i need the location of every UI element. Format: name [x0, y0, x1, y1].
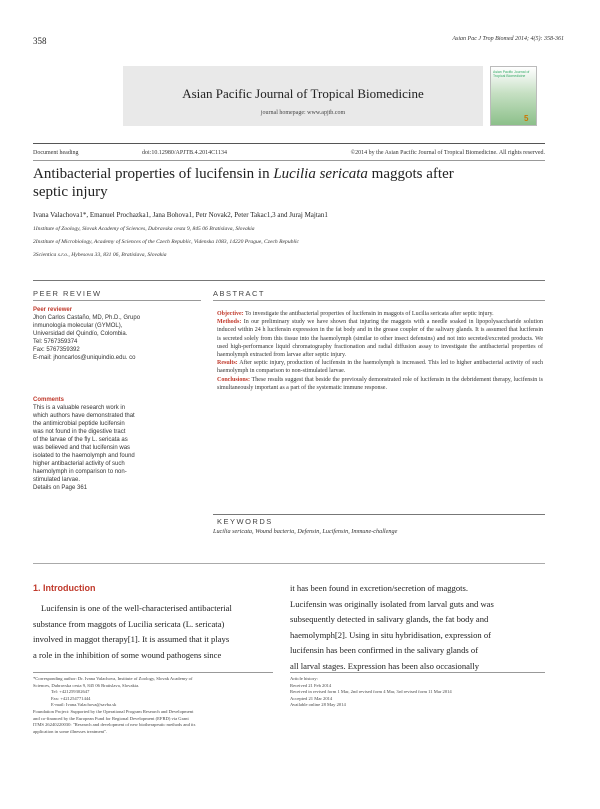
peer-review-rule	[33, 300, 201, 301]
footnote-line: Fax: +421254771444	[51, 695, 91, 701]
comment-line: the antimicrobial peptide lucifensin	[33, 421, 125, 427]
comment-line: which authors have demonstrated that	[33, 413, 135, 419]
results-label: Results:	[217, 360, 238, 367]
corresponding-author-footnote	[33, 676, 273, 735]
affiliation-3: 3Scientica s.r.o., Hybesova 33, 831 06, Bratislava, Slovakia	[33, 252, 167, 258]
abstract-body	[217, 310, 543, 392]
journal-title: Asian Pacific Journal of Tropical Biomedicine	[182, 86, 424, 101]
authors: Ivana Valachova1*, Emanuel Prochazka1, Jana Bohova1, Petr Novak2, Peter Takac1,3 and Juraj Majtan1	[33, 211, 328, 219]
keywords-heading: KEYWORDS	[217, 517, 273, 526]
comment-line: was not found in the digestive tract	[33, 429, 126, 435]
affiliation-2: 2Institute of Microbiology, Academy of Sciences of the Czech Republic, Videnska 1083, 14220 Prague, Czech Republic	[33, 239, 300, 245]
journal-homepage: journal homepage: www.apjtb.com	[260, 110, 346, 116]
introduction-heading: 1. Introduction	[33, 583, 96, 593]
comments-block	[33, 396, 201, 492]
intro-line: a role in the inhibition of some wound pathogens since	[33, 649, 222, 660]
intro-line: all larval stages. Expression has been also occasionally	[290, 660, 480, 671]
methods-text: In our preliminary study we have shown that injuring the maggots with a needle soaked in lipopolysaccharide solution induced within 24 h lucifensin expression in the fat body and in the grease coupler of the salivary glands. It is assumed that lucifensin is secreted solely from this tissue into the haemolymph (similar to other insect defensins) and not into secreted/excreted products. We used high-performance liquid chromatography fractionation and radial diffusion assay to investigate the antibacterial properties of haemolymph extracted from larvae after septic injury.	[217, 319, 543, 359]
footnote-line: Tel: +421259302647	[51, 689, 90, 695]
cover-title: Asian Pacific Journal of Tropical Biomedicine	[493, 70, 530, 78]
info-rule	[33, 160, 545, 161]
footnote-line: application in some illnesses treatment".	[33, 728, 108, 734]
comment-line: higher antibacterial activity of such	[33, 461, 125, 467]
article-history	[290, 676, 545, 709]
intro-left-column	[33, 601, 276, 663]
reviewer-line: Jhon Carlos Castaño, MD, Ph.D., Grupo	[33, 315, 141, 321]
objective-text: To investigate the antibacterial properties of lucifensin in maggots of Lucilia sericata after septic injury.	[243, 311, 494, 317]
reviewer-line: Fax: 5767359392	[33, 347, 80, 353]
keywords-text: Lucilia sericata, Wound bacteria, Defensin, Lucifensin, Immune-challenge	[213, 528, 398, 535]
reviewer-line: inmunología molecular (GYMOL),	[33, 323, 123, 329]
conclusions-label: Conclusions:	[217, 376, 251, 383]
copyright: ©2014 by the Asian Pacific Journal of Tropical Biomedicine. All rights reserved.	[350, 150, 545, 156]
comment-line: isolated to the haemolymph and found	[33, 453, 135, 459]
intro-line: lucifensin has been confirmed in the salivary glands of	[290, 645, 479, 656]
comment-line: stimulated larvae.	[33, 477, 81, 483]
reviewer-email[interactable]: E-mail: jhoncarlos@uniquindio.edu. co	[33, 355, 136, 361]
reviewer-line: Tel: 5767359374	[33, 339, 78, 345]
header-rule	[33, 143, 545, 144]
peer-review-heading: PEER REVIEW	[33, 289, 102, 298]
intro-line: it has been found in excretion/secretion of maggots.	[290, 583, 469, 593]
section-rule	[33, 280, 545, 281]
cover-volume: 5	[524, 114, 529, 123]
results-text: After septic injury, production of lucifensin in the haemolymph is increased. This led to higher antibacterial activity of such haemolymph in comparison to non-stimulated larvae.	[217, 360, 543, 375]
intro-line: haemolymph[2]. Using in situ hybridisation, expression of	[290, 629, 491, 640]
conclusions-text: These results suggest that beside the previously demonstrated role of lucifensin in the debridement therapy, lucifensin is simultaneously important as a part of the systematic immune response.	[217, 376, 543, 391]
body-rule	[33, 563, 545, 564]
page-number: 358	[33, 36, 47, 46]
comment-line: of the larvae of the fly L. sericata as	[33, 437, 128, 443]
history-line: Received 21 Feb 2014	[290, 682, 332, 688]
footnote-line: Sciences, Dubravska cesta 9, 845 06 Bratislava, Slovakia.	[33, 682, 140, 688]
abstract-heading: ABSTRACT	[213, 289, 266, 298]
article-title: Antibacterial properties of lucifensin in Lucilia sericata maggots after septic injury	[33, 166, 454, 200]
peer-reviewer-block	[33, 306, 201, 362]
doi[interactable]: doi:10.12980/APJTB.4.2014C1134	[142, 150, 227, 156]
history-line: Article history:	[290, 676, 318, 681]
history-line: Received in revised form 1 Mar, 2nd revised form 4 Mar, 3rd revised form 11 Mar 2014	[290, 689, 452, 695]
footnote-line: *Corresponding author: Dr. Ivana Valachova, Institute of Zoology, Slovak Academy of	[33, 676, 193, 681]
history-line: Available online 28 May 2014	[290, 702, 346, 708]
reviewer-line: Universidad del Quindío, Colombia.	[33, 331, 128, 337]
intro-line: subsequently detected in salivary glands, the fat body and	[290, 614, 489, 625]
running-head: Asian Pac J Trop Biomed 2014; 4(5): 358-361	[452, 36, 564, 42]
peer-reviewer-label: Peer reviewer	[33, 307, 73, 313]
objective-label: Objective:	[217, 311, 244, 317]
intro-line: substance from maggots of Lucilia sericata (L. sericata)	[33, 618, 225, 629]
comment-line: This is a valuable research work in	[33, 405, 126, 411]
comments-label: Comments	[33, 397, 65, 403]
footnote-line: ITMS 26240220030: "Research and development of new biotherapeutic methods and its	[33, 722, 196, 728]
methods-label: Methods:	[217, 319, 242, 326]
intro-line: Lucifensin is one of the well-characterised antibacterial	[41, 603, 232, 613]
document-heading: Document heading	[33, 150, 79, 156]
affiliation-1: 1Institute of Zoology, Slovak Academy of Sciences, Dubravska cesta 9, 845 06 Bratislava, Slovakia	[33, 226, 255, 232]
details-link[interactable]: Details on Page 361	[33, 485, 88, 491]
keywords-rule	[213, 514, 545, 515]
history-line: Accepted 21 Mar 2014	[290, 695, 333, 701]
footnote-rule	[33, 672, 273, 673]
comment-line: was believed and that lucifensin was	[33, 445, 131, 451]
intro-line: involved in maggot therapy[1]. It is assumed that it plays	[33, 634, 230, 645]
intro-line: Lucifensin was originally isolated from larval guts and was	[290, 598, 494, 609]
comment-line: haemolymph in comparison to non-	[33, 469, 127, 475]
intro-right-column	[290, 581, 545, 675]
article-history-rule	[290, 672, 545, 673]
footnote-email[interactable]: E-mail: Ivana.Valachova@savba.sk	[51, 702, 117, 708]
footnote-line: and co-financed by the European Fund for Regional Development (EFRD) via Grant	[33, 715, 189, 721]
footnote-line: Foundation Project: Supported by the Operational Program Research and Development	[33, 708, 194, 714]
abstract-rule	[213, 300, 545, 301]
